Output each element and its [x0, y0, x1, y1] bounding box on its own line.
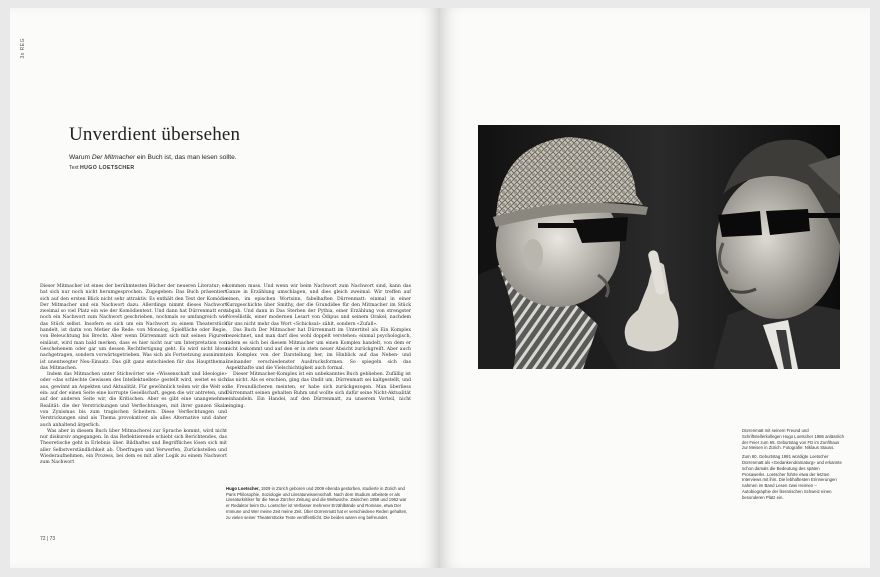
- left-page: [10, 8, 440, 568]
- author-bio: [226, 486, 411, 520]
- paragraph: Indem das Mitmachen unter Stichwörter wie «Wissenschaft und Ideologie» oder «das schlechte Gewissen des Intellektuellen» gestellt wird, weitet es sich aus, gewinnt an Aspekten und Aktualität. Für gewöhnlich teilen wir die Welt so ein: auf der einen Seite eine korrupte Gesellschaft, gegen die wir antreten, und auf der anderen Seite wir, die Kritischen. Aber es gibt eine unangenehme Realität: die der Verstrickungen und Verflechtungen, mit ihrer ganzen Skala von Zynismus bis zum tragischen Scheitern. Diese Verflechtungen und Verstrickungen sind als Thema provokativer als alles Alternative und daher auch anhaltend ärgerlich.: [40, 372, 227, 428]
- paragraph: Was aber in diesem Buch über Mitmacherei zur Sprache kommt, wird nicht nur diskursiv angegangen. In das Reflektierende schiebt sich Berichtendes, das Theoretische geht in Erlebnis über. Bildhaftes und Begriffliches lösen sich mit aller Selbstverständlichkeit ab. Überfragen und Verwerfen, Zurückstellen und Wiederaufnehmen, ein Prozess, bei dem es mit aller Logik zu einem Nachwort zum Nachwort: [40, 428, 227, 466]
- caption-paragraph: Dürrenmatt mit seinem Freund und Schriftstellerkollegen Hugo Loetscher 1986 anlässlich der Feier zum 65. Geburtstag von FD im Zunfthaus zur Meisen in Zürich. Fotografie: Niklaus Stauss.: [742, 428, 844, 451]
- caption-paragraph: Zum 60. Geburtstag 1981 würdigte Loetscher Dürrenmatt als «Gedankendramaturg» und erkannte schon damals die Bedeutung des späten Prosawerks. Loetscher führte etwa der letzten Interviews mit ihm. Die lebhaftesten Erinnerungen nahmen im Band Lesen zwei Heimen – Autobiographie der literarischen Schweiz einen besonderen Platz ein.: [742, 454, 842, 500]
- photo-illustration: [478, 125, 840, 369]
- byline: [69, 165, 135, 171]
- portrait-photo: [478, 125, 840, 369]
- text-column-2: [226, 284, 411, 410]
- article-subtitle: [69, 154, 237, 161]
- bio-name: Hugo Loetscher,: [226, 486, 260, 491]
- subtitle-post: ein Buch ist, das man lesen sollte.: [135, 154, 237, 161]
- byline-author: HUGO LOETSCHER: [79, 165, 135, 171]
- paragraph: Dieser Mitmacher-Komplex ist ein unbekanntes Buch geblieben. Zufällig ist das nicht. Als es erschien, ging das Ondit um, Dürrenmatt sei kaltgestellt, und die Freundlicheren meinten, er habe sich zurückgezogen. Man überliess Dürrenmatt seinen gehalten Ruhm und wollte sich dafür seine Nicht-Aktualität einhandeln. Ein Handel, auf den Dürrenmatt, zu unserem Vorteil, nicht einging.: [226, 372, 411, 409]
- article-headline: Unverdient übersehen: [69, 124, 241, 145]
- subtitle-pre: Warum: [69, 154, 92, 161]
- right-page: [440, 8, 870, 568]
- paragraph: kommen muss. Und wenn wir beim Nachwort zum Nachwort sind, kann das Ganze in Erzählung umschlagen, und dies gleich zweimal. Wir treffen auf einen, im epischen Wortsinn, fabelhaften Dürrenmatt: einmal in einer Kurzgeschichte über Smithy, der die Grundidee für den Mitmacher im Stück abgab. Und dann in Das Sterben der Pythia, einer Erzählung von strengster Novellistik, einer modernen Lesart von Ödipus und seinem Orakel, nachdem für uns nicht mehr das Wort «Schicksal» zählt, sondern «Zufall».: [226, 284, 411, 327]
- page-numbers: 72 | 73: [40, 536, 56, 542]
- photo-caption: [742, 428, 844, 504]
- bio-text: 1929 in Zürich geboren und 2009 ebenda gestorben, studierte in Zürich und Paris Philosophie, Soziologie und Literaturwissenschaft. Nach dem Studium arbeitete er als Literaturkritiker für die Neue Zürcher Zeitung und die Weltwoche. Zwischen 1958 und 1962 war er Redaktor beim Du. Loetscher ist Verfasser mehrerer Erzählbände und Romane, etwa Der Immune und Wer meine Zeit meine Zeit. Über Dürrenmatt hat er verschiedene Reden gehalten, zu vielen seiner Theaterstücke Texte veröffentlicht. Die beiden waren eng befreundet.: [226, 486, 408, 520]
- section-label: 3x REG: [20, 38, 26, 59]
- paragraph: Dieser Mitmacher ist eines der berühmtesten Bücher der neueren Literatur; es hat sich nur noch nicht herumgesprochen. Zugegeben: Das Buch präsentiert sich auf den ersten Blick nicht sehr attraktiv. Es enthält den Text der Komödie Der Mitmacher und ein Nachwort dazu. Allerdings nimmt dieses Nachwort zweimal so viel Platz ein wie der Komödientext. Und dann hat Dürrenmatt erst noch ein Nachwort zum Nachwort geschrieben, nochmals so umfangreich wie das Stück selbst. Insofern es sich um ein Nachwort zu einem Theaterstück handelt, ist darin von Metier die Rede: von Monolog, Spielfläche oder Regie, von Beleuchtung bis Brecht. Aber wenn Dürrenmatt sich mit seinen Figuren einlässt, wird man bald merken, dass es hier nicht nur um Interpretation von Geschehenem oder gar um dessen Rechtfertigung geht. Es wird nicht bloss nachgetragen, sondern vorwärtsgetrieben. Was sich als Fortsetzung ausnimmt, ist unentwegter Neu-Einsatz. Das gilt ganz entschieden für das Hauptthema: das Mitmachen.: [40, 284, 227, 371]
- byline-prefix: Text: [69, 165, 80, 171]
- text-column-1: [40, 284, 227, 467]
- subtitle-book-title: Der Mitmacher: [91, 154, 136, 161]
- paragraph: Das Buch Der Mitmacher hat Dürrenmatt im Untertitel als Ein Komplex bezeichnet, und man darf dies wohl doppelt verstehen: einmal psychologisch, indem es sich bei diesem Mitmacher um einen Komplex handelt, von dem er nicht loskommt und auf den er in stets neuer Absicht zurückgreift. Aber auch ein Komplex von der Darstellung her, im Hinblick auf das Neben- und Ineinander verschiedenster Ausdrucksformen. So spiegeln sich das Aspekthafte und die Vielschichtigkeit auch formal.: [226, 328, 411, 371]
